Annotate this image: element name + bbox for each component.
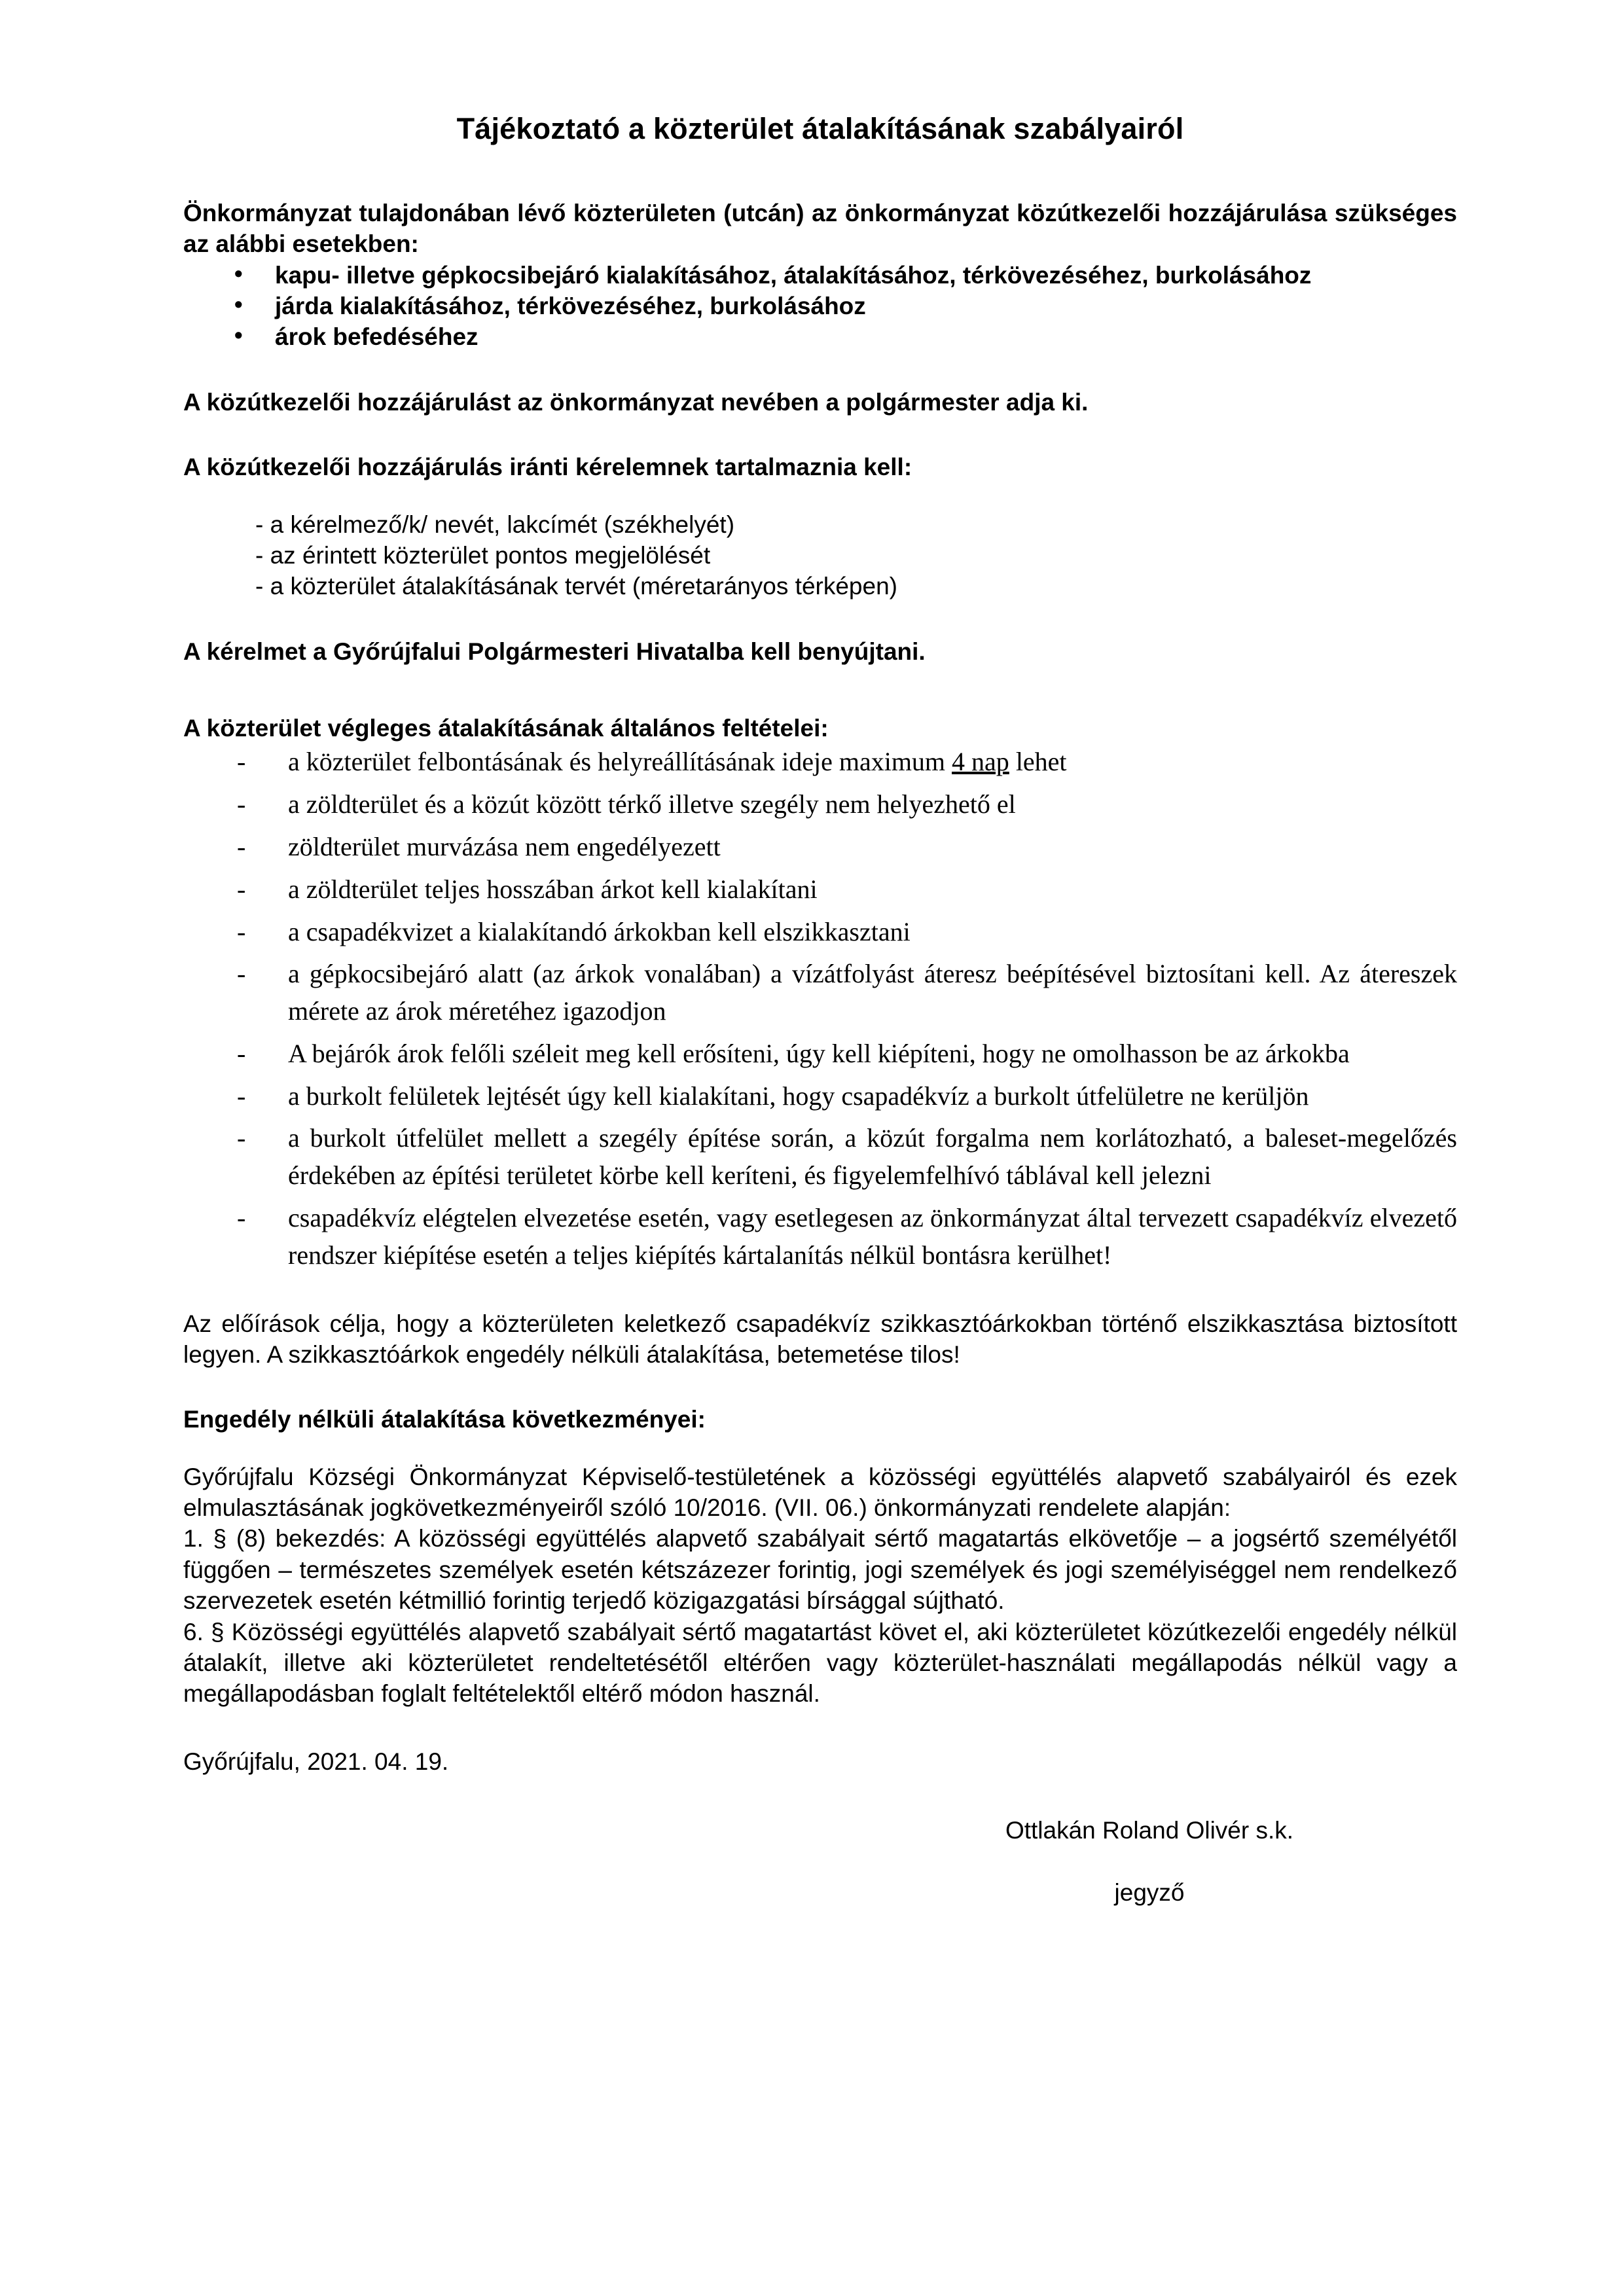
issuer-note: A közútkezelői hozzájárulást az önkormányzat nevében a polgármester adja ki. xyxy=(183,388,1089,416)
condition-underlined-value: 4 nap xyxy=(952,747,1009,777)
list-item: - a közterület átalakításának tervét (méretarányos térképen) xyxy=(255,573,897,600)
signatory-name: Ottlakán Roland Olivér s.k. xyxy=(1005,1816,1294,1844)
condition-text-suffix: lehet xyxy=(1009,747,1067,777)
submission-note: A kérelmet a Győrújfalui Polgármesteri Hivatalba kell benyújtani. xyxy=(183,637,926,665)
spacer xyxy=(183,353,1457,387)
list-item: - a burkolt útfelület mellett a szegély építése során, a közút forgalma nem korlátozható, a baleset-megelőzés érdekében az építési területet körbe kell keríteni, és figyelemfelhívó táblával kell jelezni xyxy=(183,1120,1457,1194)
application-heading: A közútkezelői hozzájárulás iránti kérelemnek tartalmaznia kell: xyxy=(183,454,912,481)
list-item: - zöldterület murvázása nem engedélyezett xyxy=(183,829,1457,866)
conditions-list xyxy=(183,744,1457,1274)
signature-block xyxy=(183,1746,1457,1909)
list-item: - csapadékvíz elégtelen elvezetése esetén, vagy esetlegesen az önkormányzat által tervezett csapadékvíz elvezető rendszer kiépítése esetén a teljes kiépítés kártalanítás nélkül bontásra kerülhet! xyxy=(183,1200,1457,1274)
list-item xyxy=(183,744,1457,781)
list-item: • árok befedéséhez xyxy=(183,321,1457,352)
list-item: - a kérelmező/k/ nevét, lakcímét (székhelyét) xyxy=(255,511,735,538)
spacer xyxy=(183,1370,1457,1404)
list-item: • kapu- illetve gépkocsibejáró kialakításához, átalakításához, térkövezéséhez, burkolásához xyxy=(183,260,1457,291)
application-items xyxy=(183,509,1457,602)
list-item: - a csapadékvizet a kialakítandó árkokban kell elszikkasztani xyxy=(183,914,1457,951)
list-item: - a gépkocsibejáró alatt (az árkok vonalában) a vízátfolyást áteresz beépítésével biztosítani kell. Az átereszek mérete az árok méretéhez igazodjon xyxy=(183,956,1457,1030)
purpose-paragraph: Az előírások célja, hogy a közterületen keletkező csapadékvíz szikkasztóárkokban történő elszikkasztása biztosított legyen. A szikkasztóárkok engedély nélküli átalakítása, betemetése tilos! xyxy=(183,1310,1457,1369)
page-title: Tájékoztató a közterület átalakításának szabályairól xyxy=(456,112,1184,145)
condition-text-prefix: a közterület felbontásának és helyreállításának ideje maximum xyxy=(288,747,952,777)
list-item: - a zöldterület teljes hosszában árkot kell kialakítani xyxy=(183,871,1457,908)
list-item: - a burkolt felületek lejtését úgy kell kialakítani, hogy csapadékvíz a burkolt útfelületre ne kerüljön xyxy=(183,1078,1457,1115)
spacer xyxy=(183,1274,1457,1308)
signatory xyxy=(901,1815,1398,1909)
signature-place-date: Győrújfalu, 2021. 04. 19. xyxy=(183,1748,449,1775)
spacer xyxy=(183,667,1457,713)
list-item: - A bejárók árok felőli széleit meg kell erősíteni, úgy kell kiépíteni, hogy ne omolhasson be az árkokba xyxy=(183,1035,1457,1073)
signatory-role: jegyző xyxy=(1114,1879,1185,1907)
consequences-heading: Engedély nélküli átalakítása következményei: xyxy=(183,1406,706,1433)
list-item: - a zöldterület és a közút között térkő illetve szegély nem helyezhető el xyxy=(183,786,1457,823)
section-1-paragraph: 1. § (8) bekezdés: A közösségi együttélés alapvető szabályait sértő magatartás elkövetője – a jogsértő személyétől függően – természetes személyek esetén kétszázezer forintig, jogi személyek és jogi személyiséggel nem rendelkező szervezetek esetén kétmillió forintig terjedő közigazgatási bírsággal sújtható. xyxy=(183,1525,1457,1615)
list-item: • járda kialakításához, térkövezéséhez, burkolásához xyxy=(183,291,1457,321)
spacer xyxy=(183,1435,1457,1462)
spacer xyxy=(183,483,1457,509)
legal-basis-paragraph: Győrújfalu Községi Önkormányzat Képviselő-testületének a közösségi együttélés alapvető szabályairól és ezek elmulasztásának jogkövetkezményeiről szóló 10/2016. (VII. 06.) önkormányzati rendelete alapján: xyxy=(183,1463,1457,1522)
spacer xyxy=(183,418,1457,452)
intro-paragraph: Önkormányzat tulajdonában lévő közterületen (utcán) az önkormányzat közútkezelői hozzájárulása szükséges az alábbi esetekben: xyxy=(183,200,1457,258)
spacer xyxy=(183,602,1457,636)
intro-bullet-list xyxy=(183,260,1457,353)
conditions-heading: A közterület végleges átalakításának általános feltételei: xyxy=(183,714,829,742)
section-6-paragraph: 6. § Közösségi együttélés alapvető szabályait sértő magatartást követ el, aki közterületet közútkezelői engedély nélkül átalakít, illetve aki közterületet rendeltetésétől eltérően vagy közterület-használati megállapodás nélkül vagy a megállapodásban foglalt feltételektől eltérő módon használ. xyxy=(183,1618,1457,1708)
list-item: - az érintett közterület pontos megjelölését xyxy=(255,541,711,569)
